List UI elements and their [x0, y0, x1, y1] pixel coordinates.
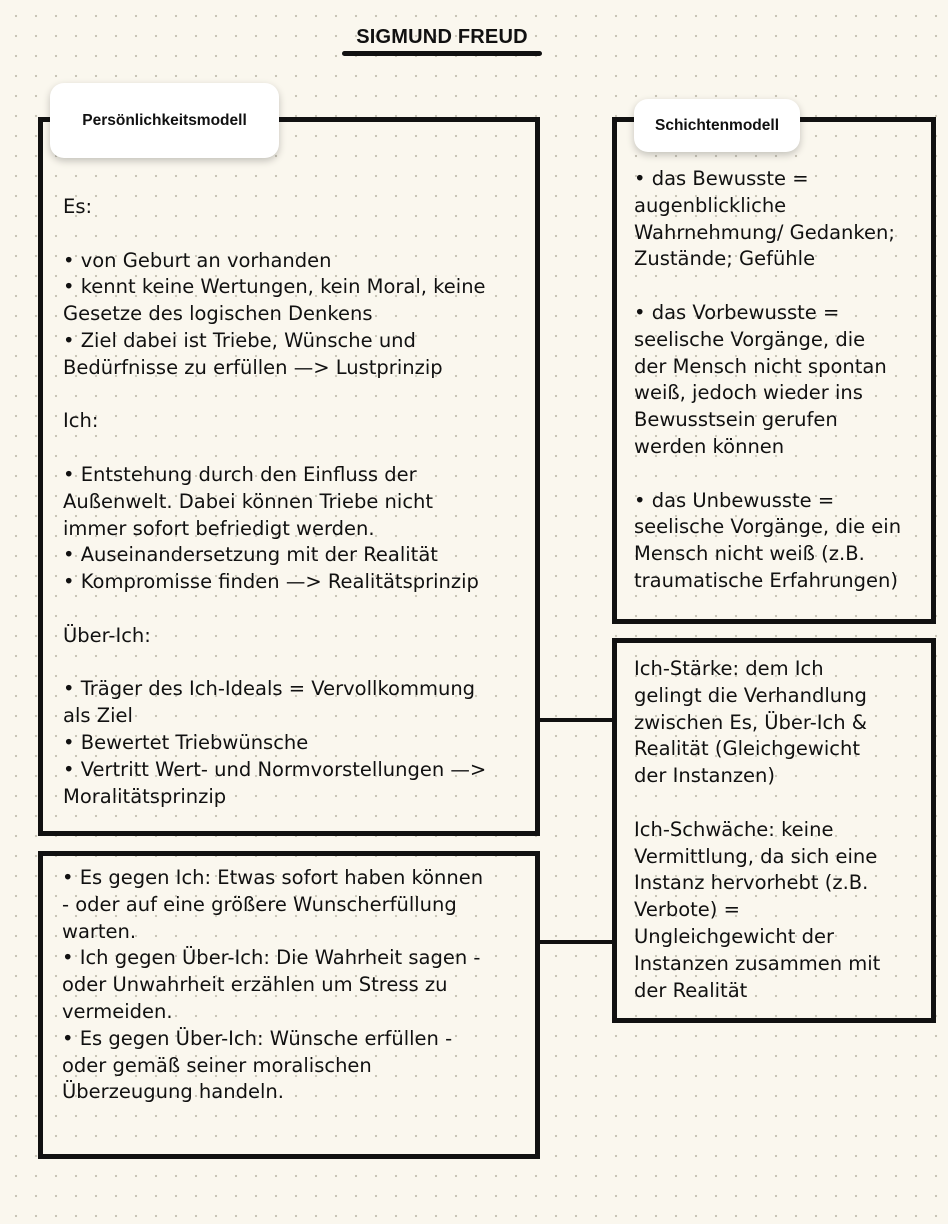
connector-line-lower [538, 940, 614, 944]
ego-strength-text: Ich-Stärke: dem Ich gelingt die Verhandlung zwischen Es, Über-Ich & Realität (Gleichgewicht der Instanzen) Ich-Schwäche: keine Vermittlung, da sich eine Instanz hervorhebt (z.B. Verbote) = Ungleichgewicht der Instanzen zusammen mit der Realität [634, 657, 881, 1002]
page-title: SIGMUND FREUD [356, 26, 528, 48]
conflicts-text: • Es gegen Ich: Etwas sofort haben können - oder auf eine größere Wunscherfüllung warten. • Ich gegen Über-Ich: Die Wahrheit sagen - oder Unwahrheit erzählen um Stress zu vermeiden. • Es gegen Über-Ich: Wünsche erfüllen - oder gemäß seiner moralischen Überzeugung handeln. [62, 866, 484, 1104]
personality-model-tag: Persönlichkeitsmodell [50, 83, 279, 158]
layer-model-tag: Schichtenmodell [634, 99, 800, 152]
layer-model-text: • das Bewusste = augenblickliche Wahrnehmung/ Gedanken; Zustände; Gefühle • das Vorbewusste = seelische Vorgänge, die der Mensch nicht spontan weiß, jedoch wieder ins Bewusstsein gerufen werden können • das Unbewusste = seelische Vorgänge, die ein Mensch nicht weiß (z.B. traumatische Erfahrungen) [634, 167, 902, 592]
title-underline [342, 51, 542, 56]
personality-model-text: Es: • von Geburt an vorhanden • kennt keine Wertungen, kein Moral, keine Gesetze des logischen Denkens • Ziel dabei ist Triebe, Wünsche und Bedürfnisse zu erfüllen —> Lustprinzip Ich: • Entstehung durch den Einfluss der Außenwelt. Dabei können Triebe nicht immer sofort befriedigt werden. • Auseinandersetzung mit der Realität • Kompromisse finden —> Realitätsprinzip Über-Ich: • Träger des Ich-Ideals = Vervollkommung als Ziel • Bewertet Triebwünsche • Vertritt Wert- und Normvorstellungen —> Moralitätsprinzip [63, 195, 487, 808]
connector-line-upper [538, 718, 614, 722]
